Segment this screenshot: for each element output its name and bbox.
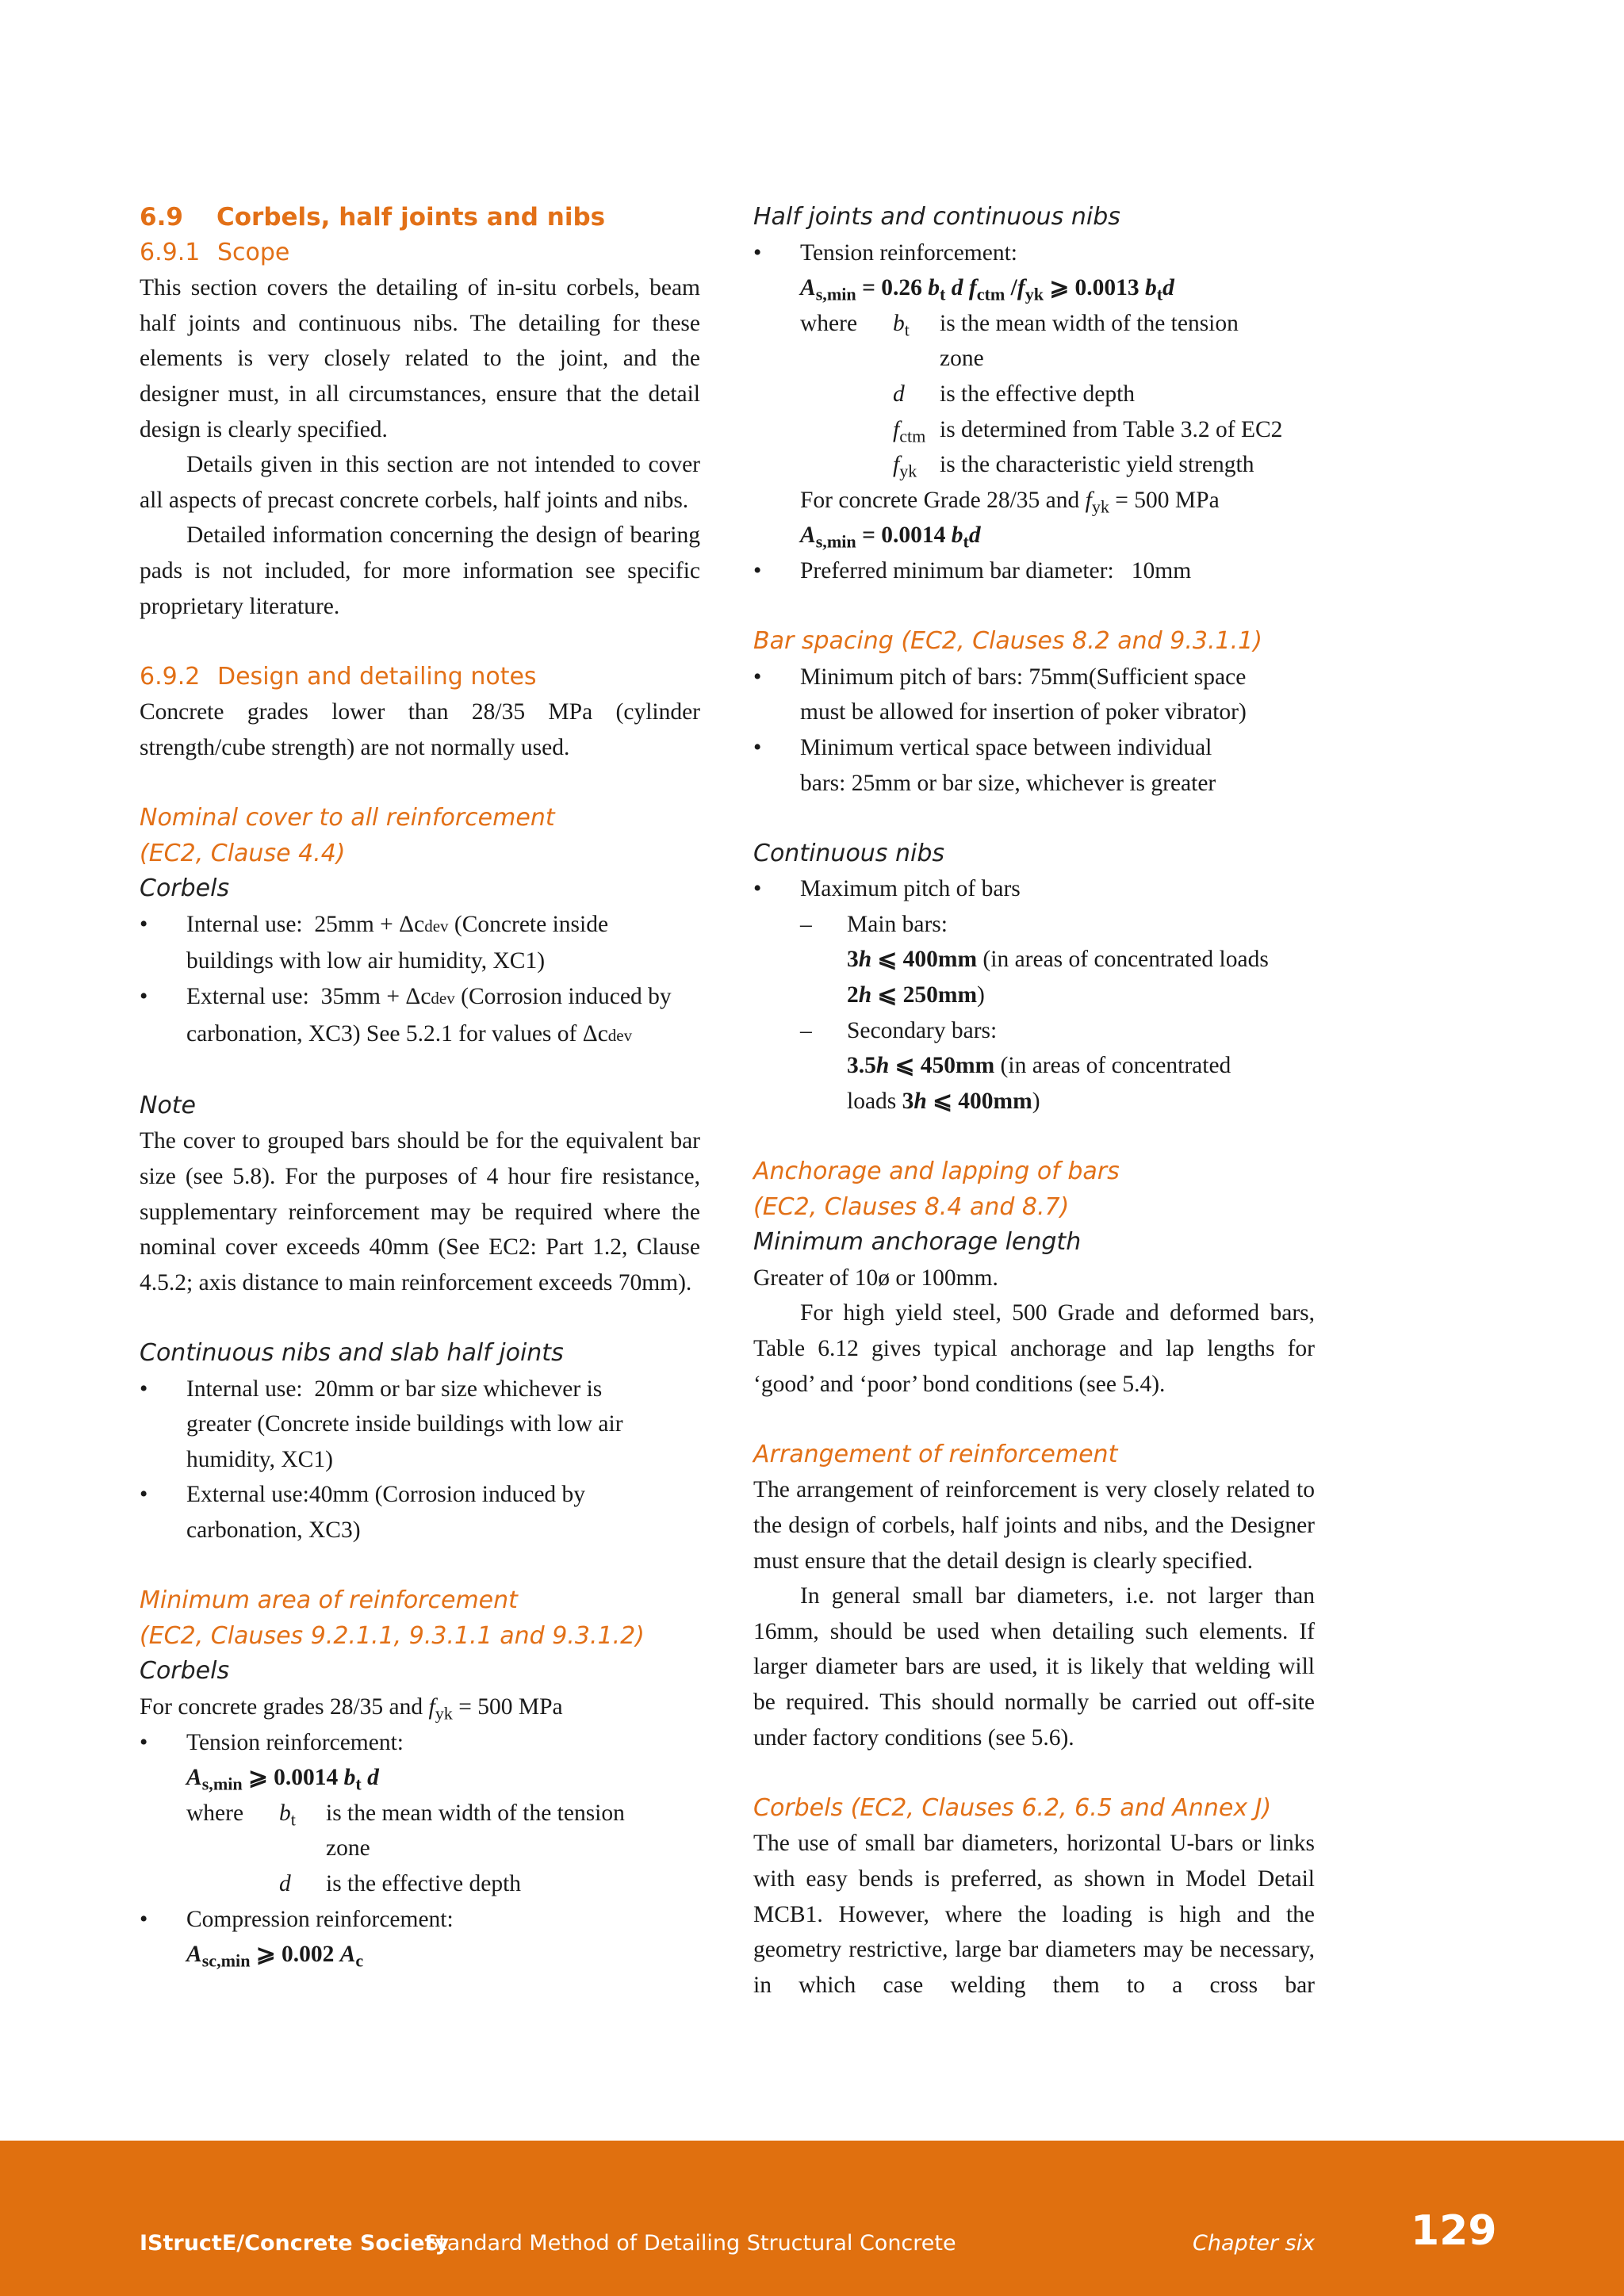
- page-footer: [0, 2141, 1624, 2296]
- publisher-name: IStructE/Concrete Society: [140, 2231, 450, 2256]
- heading-nominal-cover-clause: (EC2, Clause 4.4): [140, 839, 346, 867]
- paragraph: The arrangement of reinforcement is very closely related to the design of corbels, half joints and nibs, and the Designer must ensure that the detail design is clearly specified.: [753, 1477, 1315, 1574]
- heading-note: Note: [140, 1091, 197, 1119]
- bullet-item: • Compression reinforcement:: [140, 1906, 454, 1932]
- equation: $A_{s,min}$ ⩾ 0.0014 $b_t$ d: [186, 1765, 379, 1794]
- paragraph: Details given in this section are not intended to cover all aspects of precast concrete corbels, half joints and nibs.: [140, 452, 700, 513]
- heading-minimum-area: Minimum area of reinforcement: [140, 1586, 518, 1615]
- book-title: Standard Method of Detailing Structural Concrete: [425, 2231, 956, 2256]
- heading-continuous-nibs: Continuous nibs: [753, 839, 944, 867]
- definition-row: zone: [326, 1835, 370, 1862]
- definition-row: where $b_t$ is the mean width of the tension: [800, 310, 1239, 340]
- definition-row: $f_{yk}$ is the characteristic yield strength: [893, 452, 1254, 481]
- heading-continuous-nibs: Continuous nibs and slab half joints: [140, 1339, 564, 1367]
- heading-anchorage-clause: (EC2, Clauses 8.4 and 8.7): [753, 1192, 1070, 1221]
- heading-bar-spacing: Bar spacing (EC2, Clauses 8.2 and 9.3.1.1): [753, 627, 1262, 656]
- bullet-item: • External use: 35mm + Δcdev (Corrosion induced by carbonation, XC3) See 5.2.1 for values of Δcdev: [140, 984, 672, 1047]
- paragraph: Detailed information concerning the design of bearing pads is not included, for more information see specific proprietary literature.: [140, 522, 700, 619]
- heading-corbels: Corbels: [140, 874, 230, 903]
- heading-minimum-area-clause: (EC2, Clauses 9.2.1.1, 9.3.1.1 and 9.3.1.2): [140, 1621, 645, 1650]
- bullet-item: • Minimum pitch of bars: 75mm(Sufficient space must be allowed for insertion of poker vibrator): [753, 664, 1247, 725]
- left-column: [140, 200, 700, 1973]
- paragraph: For high yield steel, 500 Grade and deformed bars, Table 6.12 gives typical anchorage and lap lengths for ‘good’ and ‘poor’ bond conditions (see 5.4).: [753, 1300, 1315, 1397]
- definition-row: $f_{ctm}$ is determined from Table 3.2 of EC2: [893, 416, 1283, 446]
- paragraph: For concrete grades 28/35 and $f_{yk} = 500$ MPa: [140, 1693, 563, 1724]
- bullet-item: • Internal use: 20mm or bar size whichever is greater (Concrete inside buildings with low air humidity, XC1): [140, 1376, 623, 1472]
- bullet-item: • Tension reinforcement:: [753, 239, 1017, 266]
- right-column: [753, 200, 1315, 2003]
- definition-row: d is the effective depth: [279, 1870, 522, 1896]
- definition-row: zone: [940, 346, 984, 372]
- heading-half-joints: Half joints and continuous nibs: [753, 203, 1120, 231]
- chapter-label: Chapter six: [1193, 2231, 1316, 2256]
- equation: $A_{s,min} = 0.0014$ $b_td$: [800, 522, 981, 552]
- dash-item: – Secondary bars: 3.5h ⩽ 450mm (in areas of concentrated loads 3h ⩽ 400mm): [800, 1017, 1231, 1114]
- definition-row: d is the effective depth: [893, 381, 1136, 407]
- paragraph: The use of small bar diameters, horizontal U-bars or links with easy bends is preferred, as shown in Model Detail MCB1. However, where the loading is high and the geometry restrictive, large bar diameters may be necessary, in which case welding them to a cross bar: [753, 1831, 1315, 1998]
- heading-corbels: Corbels: [140, 1657, 230, 1686]
- bullet-item: • Minimum vertical space between individual bars: 25mm or bar size, whichever is greater: [753, 734, 1216, 796]
- equation: $A_{sc,min}$ ⩾ 0.002 $A_c$: [186, 1942, 364, 1971]
- subsection-heading-scope: 6.9.1 Scope: [140, 238, 290, 266]
- bullet-item: • Maximum pitch of bars: [753, 876, 1021, 902]
- heading-nominal-cover: Nominal cover to all reinforcement: [140, 804, 555, 832]
- page-number: 129: [1411, 2207, 1497, 2255]
- bullet-item: • Preferred minimum bar diameter: 10mm: [753, 557, 1192, 584]
- heading-anchorage: Anchorage and lapping of bars: [753, 1158, 1120, 1186]
- dash-item: – Main bars: 3h ⩽ 400mm (in areas of concentrated loads 2h ⩽ 250mm): [800, 911, 1269, 1008]
- bullet-item: • Internal use: 25mm + Δcdev (Concrete inside buildings with low air humidity, XC1): [140, 911, 609, 974]
- paragraph: This section covers the detailing of in-situ corbels, beam half joints and continuous nibs. The detailing for these elements is very closely related to the joint, and the designer must, in all circumstances, ensure that the detail design is clearly specified.: [140, 275, 700, 442]
- heading-min-anchorage: Minimum anchorage length: [753, 1228, 1082, 1257]
- paragraph: Concrete grades lower than 28/35 MPa (cylinder strength/cube strength) are not normally used.: [140, 699, 700, 760]
- paragraph: The cover to grouped bars should be for the equivalent bar size (see 5.8). For the purposes of 4 hour fire resistance, supplementary reinforcement may be required where the nominal cover exceeds 40mm (See EC2: Part 1.2, Clause 4.5.2; axis distance to main reinforcement exceeds 70mm).: [140, 1128, 700, 1295]
- equation: $A_{s,min} = 0.26$ $b_t$ d $f_{ctm}$ $/f_{yk}$ ⩾ 0.0013 $b_td$: [800, 275, 1174, 304]
- definition-row: where $b_t$ is the mean width of the tension: [186, 1800, 625, 1830]
- bullet-item: • Tension reinforcement:: [140, 1729, 404, 1755]
- section-heading: 6.9 Corbels, half joints and nibs: [140, 203, 606, 232]
- paragraph: For concrete Grade 28/35 and $f_{yk} = 500$ MPa: [800, 487, 1220, 517]
- subsection-heading-design: 6.9.2 Design and detailing notes: [140, 662, 537, 691]
- paragraph: Greater of 10ø or 100mm.: [753, 1265, 998, 1291]
- paragraph: In general small bar diameters, i.e. not larger than 16mm, should be used when detailing such elements. If larger diameter bars are used, it is likely that welding will be required. This should normally be carried out off-site under factory conditions (see 5.6).: [753, 1583, 1315, 1751]
- heading-corbels-clause: Corbels (EC2, Clauses 6.2, 6.5 and Annex J): [753, 1793, 1272, 1822]
- heading-arrangement: Arrangement of reinforcement: [753, 1440, 1118, 1468]
- bullet-item: • External use:40mm (Corrosion induced by carbonation, XC3): [140, 1482, 586, 1543]
